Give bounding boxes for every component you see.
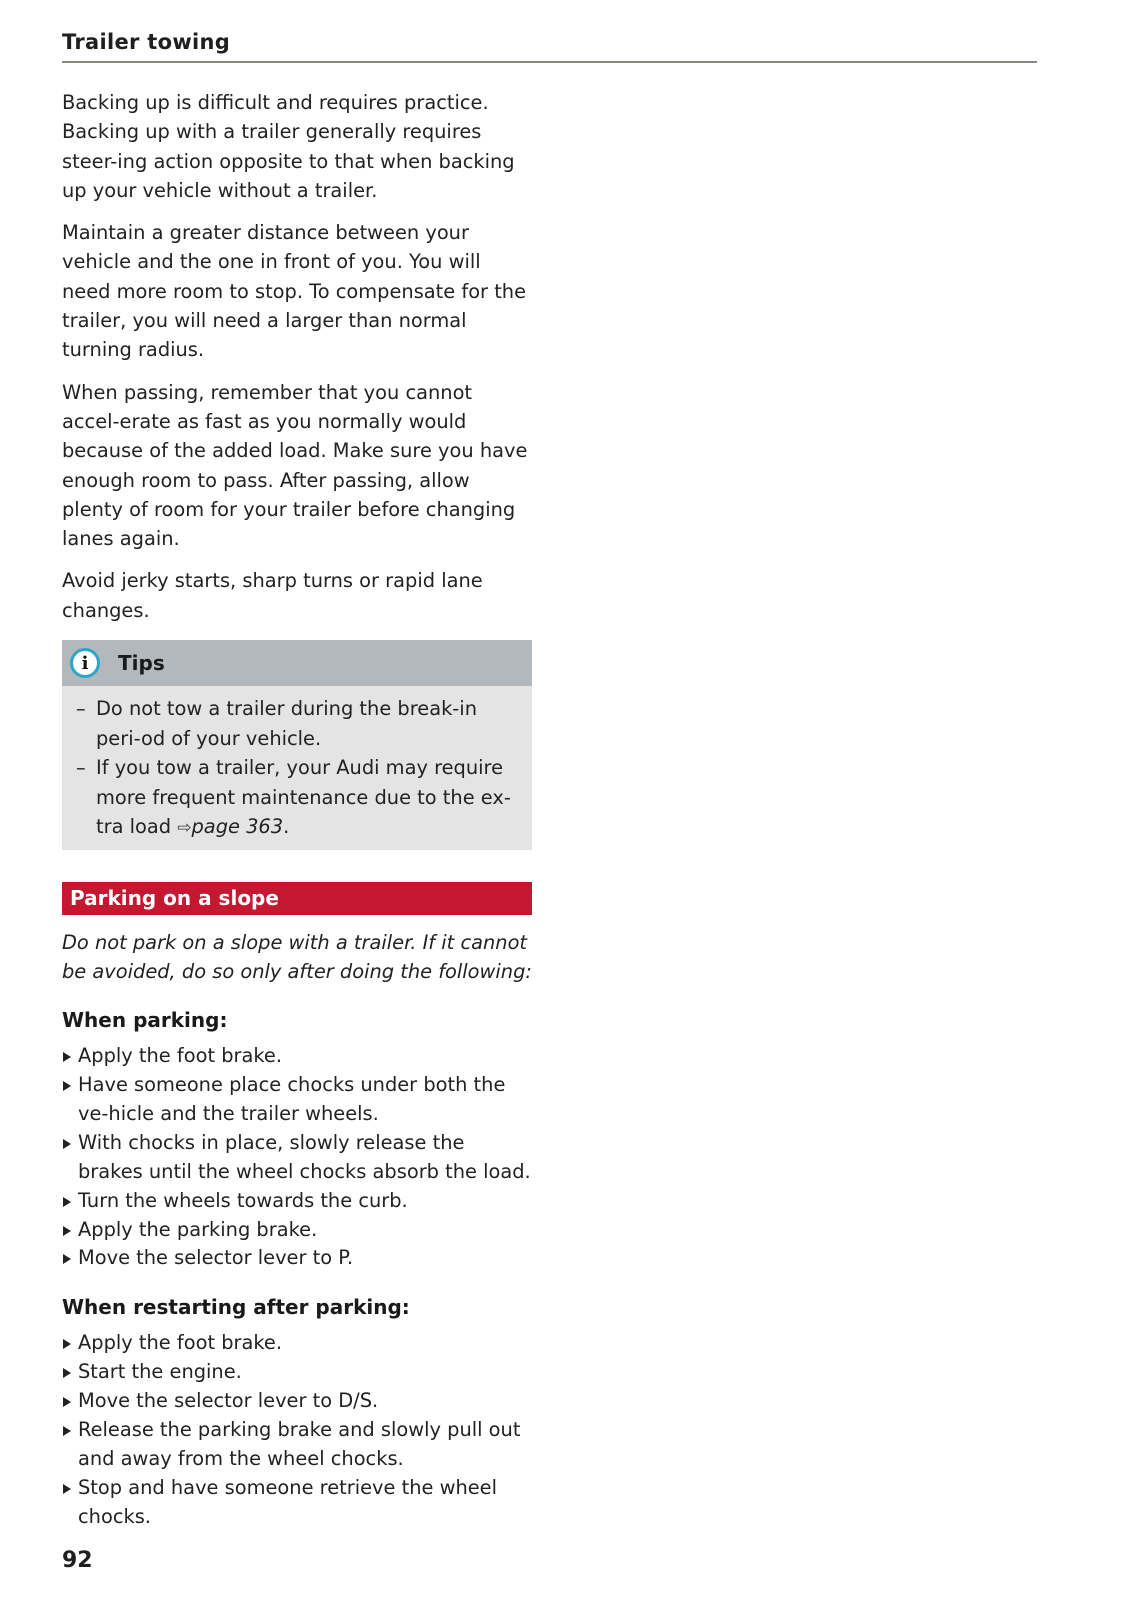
paragraph-distance: Maintain a greater distance between your vehicle and the one in front of you. You will need more room to stop. To compensate for the trailer, you will need a larger than normal turning radius.: [62, 221, 527, 362]
step-item: [62, 1042, 532, 1071]
triangle-bullet-icon: [63, 1426, 71, 1436]
page-header-title: Trailer towing: [62, 30, 231, 54]
paragraph-avoid-jerky: Avoid jerky starts, sharp turns or rapid lane changes.: [62, 569, 483, 622]
info-icon: i: [70, 648, 100, 678]
page-number: 92: [62, 1548, 93, 1573]
section-header-bar: [62, 882, 532, 915]
paragraph-backing-up: Backing up is difficult and requires practice. Backing up with a trailer generally requires steer-ing action opposite to that when backing up your vehicle without a trailer.: [62, 91, 515, 202]
triangle-bullet-icon: [63, 1139, 71, 1149]
tips-header: [62, 640, 532, 686]
step-text: With chocks in place, slowly release the brakes until the wheel chocks absorb the load.: [78, 1130, 531, 1183]
step-item: [62, 1187, 532, 1216]
triangle-bullet-icon: [63, 1081, 71, 1091]
section-intro: Do not park on a slope with a trailer. If it cannot be avoided, do so only after doing the following:: [62, 930, 532, 983]
arrow-right-icon: ⇨: [177, 818, 192, 839]
step-text: Apply the parking brake.: [78, 1217, 318, 1241]
tip-text: Do not tow a trailer during the break-in peri-od of your vehicle.: [96, 697, 477, 750]
tip-text: If you tow a trailer, your Audi may require more frequent maintenance due to the ex-tra load: [96, 756, 511, 839]
step-text: Have someone place chocks under both the ve-hicle and the trailer wheels.: [78, 1073, 506, 1125]
header-divider: [62, 61, 1037, 63]
triangle-bullet-icon: [63, 1397, 71, 1407]
when-parking-heading: When parking:: [62, 1008, 228, 1033]
tips-label: Tips: [118, 651, 165, 676]
tip-end-punctuation: .: [283, 815, 290, 839]
page-reference-link[interactable]: page 363: [191, 815, 284, 839]
step-item: [62, 1358, 532, 1387]
when-parking-steps: [62, 1042, 532, 1273]
triangle-bullet-icon: [63, 1254, 71, 1264]
step-item: [62, 1416, 532, 1474]
step-text: Move the selector lever to P.: [78, 1246, 354, 1270]
triangle-bullet-icon: [63, 1052, 71, 1062]
tip-item: [76, 694, 522, 753]
step-item: [62, 1329, 532, 1358]
triangle-bullet-icon: [63, 1484, 71, 1494]
step-text: Stop and have someone retrieve the wheel chocks.: [78, 1475, 497, 1528]
triangle-bullet-icon: [63, 1368, 71, 1378]
step-text: Start the engine.: [78, 1360, 242, 1384]
step-text: Turn the wheels towards the curb.: [78, 1188, 408, 1212]
triangle-bullet-icon: [63, 1197, 71, 1207]
step-item: [62, 1216, 532, 1245]
tips-list: [62, 686, 532, 850]
step-text: Move the selector lever to D/S.: [78, 1389, 379, 1413]
step-item: [62, 1071, 532, 1129]
step-text: Apply the foot brake.: [78, 1331, 283, 1355]
when-restarting-heading: When restarting after parking:: [62, 1295, 410, 1320]
triangle-bullet-icon: [63, 1339, 71, 1349]
tip-item: [76, 753, 522, 844]
step-item: [62, 1129, 532, 1187]
tips-box: [62, 640, 532, 850]
step-item: [62, 1474, 532, 1532]
when-restarting-steps: [62, 1329, 532, 1531]
paragraph-passing: When passing, remember that you cannot accel-erate as fast as you normally would because of the added load. Make sure you have enough room to pass. After passing, allow plenty of room for your trailer before changing lanes again.: [62, 380, 528, 551]
step-text: Apply the foot brake.: [78, 1044, 283, 1068]
step-item: [62, 1244, 532, 1273]
step-item: [62, 1387, 532, 1416]
triangle-bullet-icon: [63, 1226, 71, 1236]
section-title: Parking on a slope: [70, 886, 279, 911]
content-column: [62, 88, 532, 1532]
step-text: Release the parking brake and slowly pull out and away from the wheel chocks.: [78, 1418, 521, 1471]
